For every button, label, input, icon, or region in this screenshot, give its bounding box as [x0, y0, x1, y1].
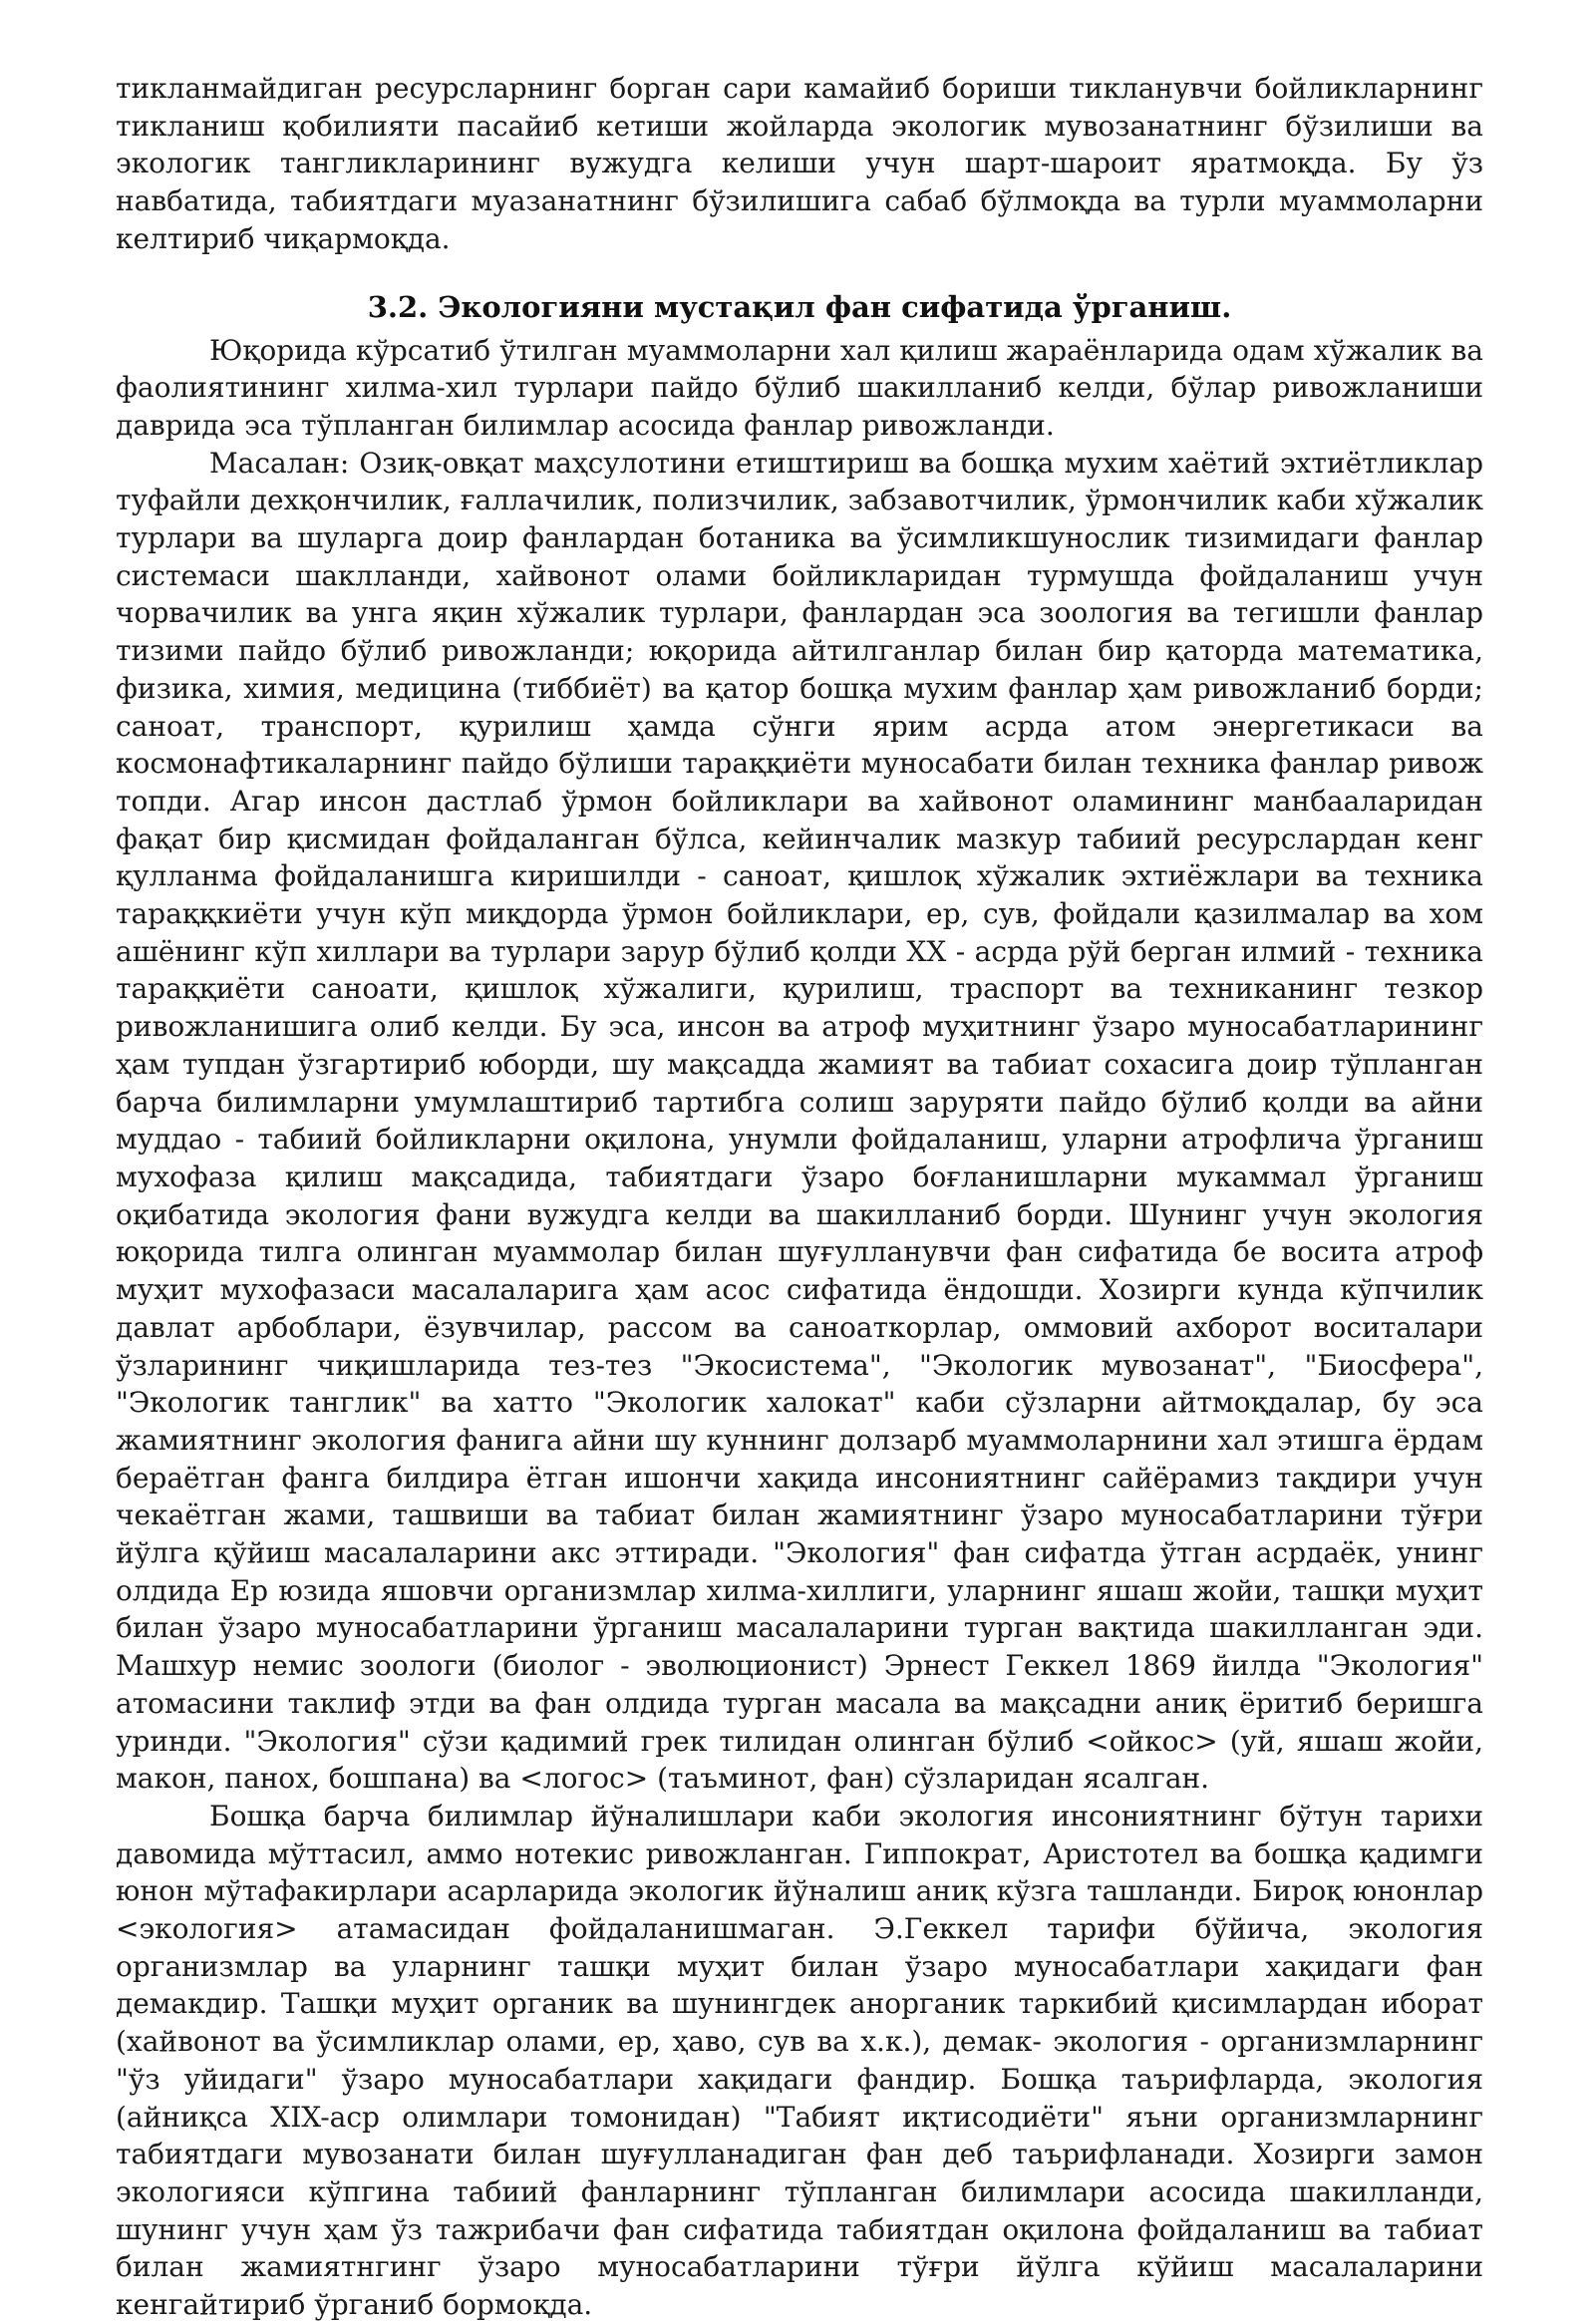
body-paragraph: Масалан: Озиқ-овқат маҳсулотини етиштириш ва бошқа мухим хаётий эхтиётликлар туфайли дехқончилик, ғаллачилик, полизчилик, забзавотчилик, ўрмончилик каби хўжалик турлари ва шуларга доир фанлардан ботаника ва ўсимликшунослик тизимидаги фанлар системаси шаклланди, хайвонот олами бойликларидан турмушда фойдаланиш учун чорвачилик ва унга яқин хўжалик турлари, фанлардан эса зоология ва тегишли фанлар тизими пайдо бўлиб ривожланди; юқорида айтилганлар билан бир қаторда математика, физика, химия, медицина (тиббиёт) ва қатор бошқа мухим фанлар ҳам ривожланиб борди; саноат, транспорт, қурилиш ҳамда сўнги ярим асрда атом энергетикаси ва космонафтикаларнинг пайдо бўлиши тараққиёти муносабати билан техника фанлар ривож топди. Агар инсон дастлаб ўрмон бойликлари ва хайвонот оламининг манбааларидан фақат бир қисмидан фойдаланган бўлса, кейинчалик мазкур табиий ресурслардан кенг қулланма фойдаланишга киришилди - саноат, қишлоқ хўжалик эхтиёжлари ва техника тараққкиёти учун кўп миқдорда ўрмон бойликлари, ер, сув, фойдали қазилмалар ва хом ашёнинг кўп хиллари ва турлари зарур бўлиб қолди XX - асрда рўй берган илмий - техника тараққиёти саноати, қишлоқ хўжалиги, қурилиш, траспорт ва техниканинг тезкор ривожланишига олиб келди. Бу эса, инсон ва атроф муҳитнинг ўзаро муносабатларининг ҳам тупдан ўзгартириб юборди, шу мақсадда жамият ва табиат сохасига доир тўпланган барча билимларни умумлаштириб тартибга солиш заруряти пайдо бўлиб қолди ва айни муддао - табиий бойликларни оқилона, унумли фойдаланиш, уларни атрофлича ўрганиш мухофаза қилиш мақсадида, табиятдаги ўзаро боғланишларни мукаммал ўрганиш оқибатида экология фани вужудга келди ва шакилланиб борди. Шунинг учун экология юқорида тилга олинган муаммолар билан шуғулланувчи фан сифатида бе восита атроф муҳит мухофазаси масалаларига ҳам асос сифатида ёндошди. Хозирги кунда кўпчилик давлат арбоблари, ёзувчилар, рассом ва саноаткорлар, оммовий ахборот воситалари ўзларининг чиқишларида тез-тез "Экосистема", "Экологик мувозанат", "Биосфера", "Экологик танглик" ва хатто "Экологик халокат" каби сўзларни айтмоқдалар, бу эса жамиятнинг экология фанига айни шу куннинг долзарб муаммоларнини хал этишга ёрдам бераётган фанга билдира ётган ишончи хақида инсониятнинг сайёрамиз тақдири учун чекаётган жами, ташвиши ва табиат билан жамиятнинг ўзаро муносабатларини тўғри йўлга қўйиш масалаларини акс эттиради. "Экология" фан сифатда ўтган асрдаёк, унинг олдида Ер юзида яшовчи организмлар хилма-хиллиги, уларнинг яшаш жойи, ташқи муҳит билан ўзаро муносабатларини ўрганиш масалаларини турган вақтида шакилланган эди. Машхур немис зоологи (биолог - эволюционист) Эрнест Геккел 1869 йилда "Экология" атомасини таклиф этди ва фан олдида турган масала ва мақсадни аниқ ёритиб беришга уринди. "Экология" сўзи қадимий грек тилидан олинган бўлиб <ойкос> (уй, яшаш жойи, макон, панох, бошпана) ва <логос> (таъминот, фан) сўзларидан ясалган. — [116, 446, 1483, 1796]
section-heading: 3.2. Экологияни мустақил фан сифатида ўрганиш. — [367, 289, 1232, 324]
body-paragraph: Юқорида кўрсатиб ўтилган муаммоларни хал қилиш жараёнларида одам хўжалик ва фаолиятининг хилма-хил турлари пайдо бўлиб шакилланиб келди, бўлар ривожланиши даврида эса тўпланган билимлар асосида фанлар ривожланди. — [116, 333, 1483, 442]
document-page — [116, 70, 1483, 2324]
body-paragraph: Бошқа барча билимлар йўналишлари каби экология инсониятнинг бўтун тарихи давомида мўттасил, аммо нотекис ривожланган. Гиппократ, Аристотел ва бошқа қадимги юнон мўтафакирлари асарларида экологик йўналиш аниқ кўзга ташланди. Бироқ юнонлар <экология> атамасидан фойдаланишмаган. Э.Геккел тарифи бўйича, экология организмлар ва уларнинг ташқи муҳит билан ўзаро муносабатлари хақидаги фан демакдир. Ташқи муҳит органик ва шунингдек анорганик таркибий қисимлардан иборат (хайвонот ва ўсимликлар олами, ер, ҳаво, сув ва х.к.), демак- экология - организмларнинг "ўз уйидаги" ўзаро муносабатлари хақидаги фандир. Бошқа таърифларда, экология (айниқса XIX-аср олимлари томонидан) "Табият иқтисодиёти" яъни организмларнинг табиятдаги мувозанати билан шуғулланадиган фан деб таърифланади. Хозирги замон экологияси кўпгина табиий фанларнинг тўпланган билимлари асосида шакилланди, шунинг учун ҳам ўз тажрибачи фан сифатида табиятдан оқилона фойдаланиш ва табиат билан жамиятнгинг ўзаро муносабатларини тўғри йўлга кўйиш масалаларини кенгайтириб ўрганиб бормоқда. — [116, 1799, 1483, 2322]
intro-paragraph: тикланмайдиган ресурсларнинг борган сари камайиб бориши тикланувчи бойликларнинг тикланиш қобилияти пасайиб кетиши жойларда экологик мувозанатнинг бўзилиши ва экологик тангликларининг вужудга келиши учун шарт-шароит яратмоқда. Бу ўз навбатида, табиятдаги муазанатнинг бўзилишига сабаб бўлмоқда ва турли муаммоларни келтириб чиқармоқда. — [116, 72, 1483, 255]
